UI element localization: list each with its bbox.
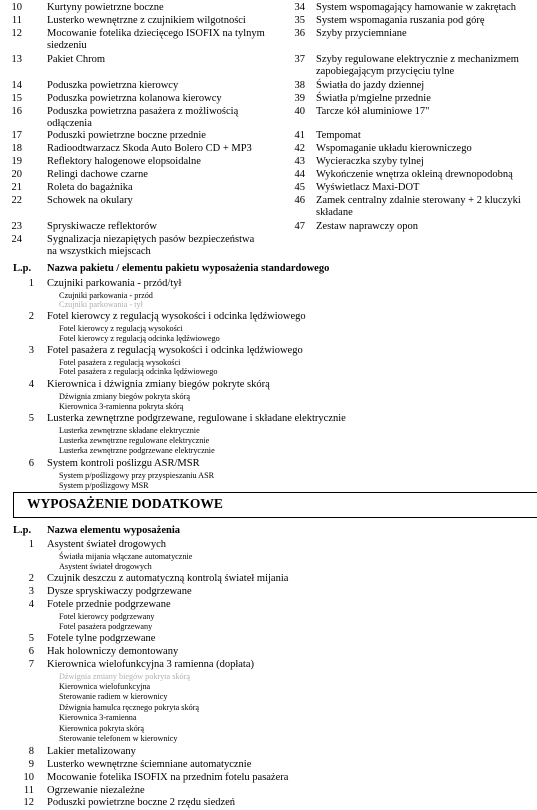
item-number: 11 — [11, 15, 22, 26]
item-text: Tarcze kół aluminiowe 17" — [316, 106, 430, 117]
item-text: Relingi dachowe czarne — [47, 169, 148, 180]
package-sub: Czujniki parkowania - przód — [59, 291, 153, 300]
package-number: 2 — [28, 311, 34, 322]
column-header: Nazwa pakietu / elementu pakietu wyposażenia standardowego — [47, 263, 330, 274]
item-text: Szyby przyciemniane — [316, 28, 407, 39]
item-number: 24 — [11, 234, 22, 245]
equipment-number: 4 — [28, 599, 34, 610]
item-number: 14 — [11, 80, 22, 91]
item-number: 17 — [11, 130, 22, 141]
item-text-cont: składane — [316, 207, 353, 218]
equipment-sub: Kierownica wielofunkcyjna — [59, 682, 151, 691]
equipment-number: 2 — [28, 573, 34, 584]
item-number: 13 — [11, 54, 22, 65]
item-text: Spryskiwacze reflektorów — [47, 221, 157, 232]
item-number: 22 — [11, 195, 22, 206]
equipment-number: 9 — [28, 759, 34, 770]
item-number: 19 — [11, 156, 22, 167]
item-text-cont: odłączenia — [47, 118, 92, 129]
item-number: 40 — [294, 106, 305, 117]
item-text-cont: na wszystkich miejscach — [47, 246, 151, 257]
item-text: Zamek centralny zdalnie sterowany + 2 kluczyki — [316, 195, 521, 206]
item-text: Tempomat — [316, 130, 361, 141]
package-sub: Fotel pasażera z regulacją wysokości — [59, 358, 181, 367]
equipment-title: Fotele tylne podgrzewane — [47, 633, 156, 644]
item-text: Sygnalizacja niezapiętych pasów bezpieczeństwa — [47, 234, 255, 245]
package-title: Czujniki parkowania - przód/tył — [47, 278, 182, 289]
package-sub: Kierownica 3-ramienna pokryta skórą — [59, 402, 184, 411]
package-number: 3 — [28, 345, 34, 356]
item-number: 34 — [294, 2, 305, 13]
equipment-title: Fotele przednie podgrzewane — [47, 599, 171, 610]
package-title: Fotel pasażera z regulacją wysokości i odcinka lędźwiowego — [47, 345, 303, 356]
item-number: 37 — [294, 54, 305, 65]
equipment-title: Lusterko wewnętrzne ściemniane automatycznie — [47, 759, 252, 770]
equipment-number: 3 — [28, 586, 34, 597]
equipment-number: 8 — [28, 746, 34, 757]
item-text: Światła do jazdy dziennej — [316, 80, 425, 91]
package-sub: Lusterka zewnętrzne podgrzewane elektrycznie — [59, 446, 215, 455]
equipment-number: 11 — [23, 785, 34, 796]
item-number: 39 — [294, 93, 305, 104]
item-number: 43 — [294, 156, 305, 167]
item-text: Szyby regulowane elektrycznie z mechanizmem — [316, 54, 519, 65]
equipment-sub: Kierownica pokryta skórą — [59, 724, 145, 733]
item-text: Lusterko wewnętrzne z czujnikiem wilgotności — [47, 15, 246, 26]
item-text: Wyświetlacz Maxi-DOT — [316, 182, 420, 193]
package-title: Fotel kierowcy z regulacją wysokości i odcinka lędźwiowego — [47, 311, 306, 322]
item-number: 36 — [294, 28, 305, 39]
equipment-title: Kierownica wielofunkcyjna 3 ramienna (dopłata) — [47, 659, 255, 670]
item-text: Poduszki powietrzne boczne przednie — [47, 130, 206, 141]
item-text: Światła p/mgielne przednie — [316, 93, 431, 104]
item-number: 47 — [294, 221, 305, 232]
package-number: 1 — [28, 278, 34, 289]
item-number: 12 — [11, 28, 22, 39]
item-text: Zestaw naprawczy opon — [316, 221, 419, 232]
section-title: WYPOSAŻENIE DODATKOWE — [27, 496, 223, 511]
equipment-title: Poduszki powietrzne boczne 2 rzędu siedzeń — [47, 797, 236, 808]
lp-label: L.p. — [13, 263, 32, 274]
item-text: Pakiet Chrom — [47, 54, 106, 65]
item-number: 46 — [294, 195, 305, 206]
item-text: Poduszka powietrzna pasażera z możliwością — [47, 106, 239, 117]
package-sub: Fotel kierowcy z regulacją wysokości — [59, 324, 183, 333]
equipment-number: 10 — [23, 772, 34, 783]
package-sub: Czujniki parkowania - tył — [59, 300, 143, 309]
item-text: Wspomaganie układu kierowniczego — [316, 143, 472, 154]
package-number: 6 — [28, 458, 34, 469]
item-text: System wspomagania ruszania pod górę — [316, 15, 485, 26]
package-title: Kierownica i dźwignia zmiany biegów pokryte skórą — [47, 379, 270, 390]
package-title: Lusterka zewnętrzne podgrzewane, regulowane i składane elektrycznie — [47, 413, 346, 424]
item-text-cont: siedzeniu — [47, 40, 87, 51]
equipment-sub: Sterowanie radiem w kierownicy — [59, 692, 168, 701]
package-sub: Lusterka zewnętrzne składane elektrycznie — [59, 426, 200, 435]
equipment-sub: Dźwignia hamulca ręcznego pokryta skórą — [59, 703, 200, 712]
equipment-title: Mocowanie fotelika ISOFIX na przednim fotelu pasażera — [47, 772, 289, 783]
equipment-sub: Fotel pasażera podgrzewany — [59, 622, 153, 631]
equipment-number: 5 — [28, 633, 34, 644]
lp-label: L.p. — [13, 525, 32, 536]
item-number: 20 — [11, 169, 22, 180]
equipment-number: 6 — [28, 646, 34, 657]
package-sub: Fotel pasażera z regulacją odcinka lędźwiowego — [59, 367, 218, 376]
item-number: 16 — [11, 106, 22, 117]
item-text: Mocowanie fotelika dziecięcego ISOFIX na tylnym — [47, 28, 265, 39]
item-text: Poduszka powietrzna kierowcy — [47, 80, 179, 91]
equipment-title: Lakier metalizowany — [47, 746, 136, 757]
item-text: Kurtyny powietrzne boczne — [47, 2, 164, 13]
equipment-title: Ogrzewanie niezależne — [47, 785, 145, 796]
equipment-title: Dysze spryskiwaczy podgrzewane — [47, 586, 192, 597]
package-number: 4 — [28, 379, 34, 390]
equipment-title: Asystent świateł drogowych — [47, 539, 166, 550]
package-sub: System p/poślizgowy przy przyspieszaniu ASR — [59, 471, 215, 480]
package-sub: Fotel kierowcy z regulacją odcinka lędźwiowego — [59, 334, 220, 343]
package-sub: Dźwignia zmiany biegów pokryta skórą — [59, 392, 190, 401]
equipment-number: 12 — [23, 797, 34, 808]
equipment-sub: Dźwignia zmiany biegów pokryta skórą — [59, 672, 190, 681]
equipment-sub: Sterowanie telefonem w kierownicy — [59, 734, 178, 743]
package-sub: Lusterka zewnętrzne regulowane elektrycznie — [59, 436, 210, 445]
package-title: System kontroli poślizgu ASR/MSR — [47, 458, 200, 469]
equipment-title: Czujnik deszczu z automatyczną kontrolą świateł mijania — [47, 573, 289, 584]
item-text-cont: zapobiegającym przycięciu tylne — [316, 66, 455, 77]
item-text: Wycieraczka szyby tylnej — [316, 156, 424, 167]
item-number: 21 — [11, 182, 22, 193]
item-number: 23 — [11, 221, 22, 232]
item-text: Roleta do bagażnika — [47, 182, 133, 193]
item-text: Poduszka powietrzna kolanowa kierowcy — [47, 93, 222, 104]
equipment-title: Hak holowniczy demontowany — [47, 646, 179, 657]
item-text: Reflektory halogenowe elopsoidalne — [47, 156, 201, 167]
item-number: 38 — [294, 80, 305, 91]
item-number: 10 — [11, 2, 22, 13]
equipment-number: 7 — [28, 659, 34, 670]
item-text: Schowek na okulary — [47, 195, 133, 206]
equipment-sub: Światła mijania włączane automatycznie — [59, 552, 193, 561]
item-number: 18 — [11, 143, 22, 154]
equipment-sub: Kierownica 3-ramienna — [59, 713, 137, 722]
equipment-sub: Asystent świateł drogowych — [59, 562, 152, 571]
item-number: 35 — [294, 15, 305, 26]
item-text: Radioodtwarzacz Skoda Auto Bolero CD + MP3 — [47, 143, 252, 154]
equipment-number: 1 — [28, 539, 34, 550]
equipment-sub: Fotel kierowcy podgrzewany — [59, 612, 155, 621]
item-number: 45 — [294, 182, 305, 193]
package-number: 5 — [28, 413, 34, 424]
item-number: 42 — [294, 143, 305, 154]
item-number: 41 — [294, 130, 305, 141]
column-header: Nazwa elementu wyposażenia — [47, 525, 180, 536]
item-number: 44 — [294, 169, 305, 180]
item-text: Wykończenie wnętrza okleiną drewnopodobną — [316, 169, 513, 180]
item-text: System wspomagający hamowanie w zakrętach — [316, 2, 517, 13]
package-sub: System p/poślizgowy MSR — [59, 481, 149, 490]
item-number: 15 — [11, 93, 22, 104]
